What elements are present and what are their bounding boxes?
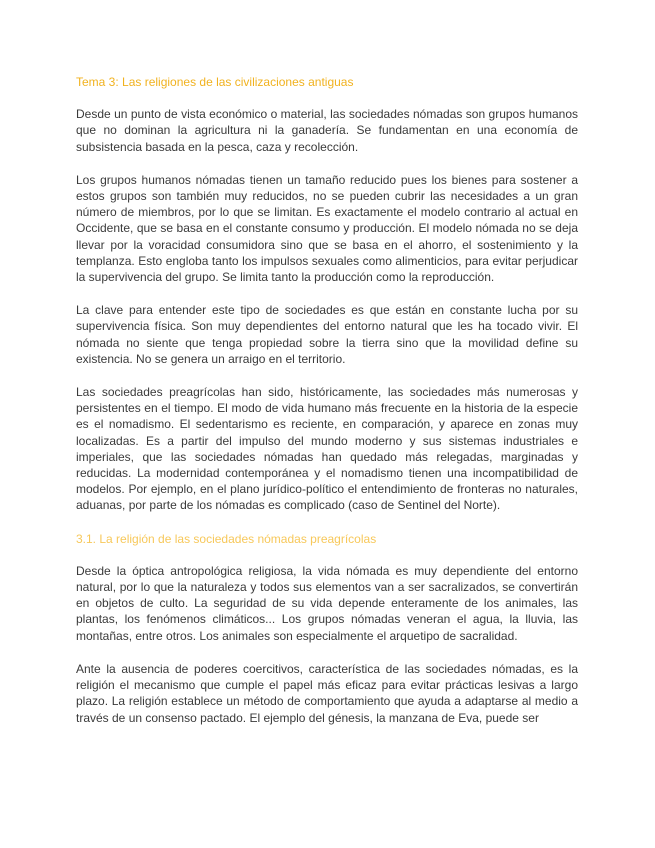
paragraph: Ante la ausencia de poderes coercitivos, característica de las sociedades nómadas, es la religión el mecanismo que cumple el papel más eficaz para evitar prácticas lesivas a largo plazo. La religión establece un método de comportamiento que ayuda a adaptarse al medio a través de un consenso pactado. El ejemplo del génesis, la manzana de Eva, puede ser [76, 661, 578, 725]
paragraph: Los grupos humanos nómadas tienen un tamaño reducido pues los bienes para sostener a estos grupos son también muy reducidos, no se pueden cubrir las necesidades a un gran número de miembros, por lo que se limitan. Es exactamente el modelo contrario al actual en Occidente, que se basa en el constante consumo y producción. El modelo nómada no se deja llevar por la voracidad consumidora sino que se basa en el ahorro, el sostenimiento y la templanza. Esto engloba tanto los impulsos sexuales como alimenticios, para evitar perjudicar la supervivencia del grupo. Se limita tanto la producción como la reproducción. [76, 172, 578, 285]
section-title: 3.1. La religión de las sociedades nómadas preagrícolas [76, 531, 377, 546]
paragraph: Desde la óptica antropológica religiosa, la vida nómada es muy dependiente del entorno natural, por lo que la naturaleza y todos sus elementos van a ser sacralizados, se convertirán en objetos de culto. La seguridad de su vida depende enteramente de los animales, las plantas, los fenómenos climáticos... Los grupos nómadas veneran el agua, la lluvia, las montañas, entre otros. Los animales son especialmente el arquetipo de sacralidad. [76, 563, 578, 643]
page-title: Tema 3: Las religiones de las civilizaciones antiguas [76, 75, 354, 89]
document-page [76, 74, 578, 743]
paragraph: Desde un punto de vista económico o material, las sociedades nómadas son grupos humanos que no dominan la agricultura ni la ganadería. Se fundamentan en una economía de subsistencia basada en la pesca, caza y recolección. [76, 107, 578, 154]
paragraph: La clave para entender este tipo de sociedades es que están en constante lucha por su supervivencia física. Son muy dependientes del entorno natural que les ha tocado vivir. El nómada no siente que tenga propiedad sobre la tierra sino que la movilidad define su existencia. No se genera un arraigo en el territorio. [76, 303, 578, 366]
paragraph: Las sociedades preagrícolas han sido, históricamente, las sociedades más numerosas y persistentes en el tiempo. El modo de vida humano más frecuente en la historia de la especie es el nomadismo. El sedentarismo es reciente, en comparación, y aparece en zonas muy localizadas. Es a partir del impulso del mundo moderno y sus sistemas industriales e imperiales, que las sociedades nómadas han quedado más relegadas, marginadas y reducidas. La modernidad contemporánea y el nomadismo tienen una incompatibilidad de modelos. Por ejemplo, en el plano jurídico-político el entendimiento de fronteras no naturales, aduanas, por parte de los nómadas es complicado (caso de Sentinel del Norte). [76, 385, 578, 513]
